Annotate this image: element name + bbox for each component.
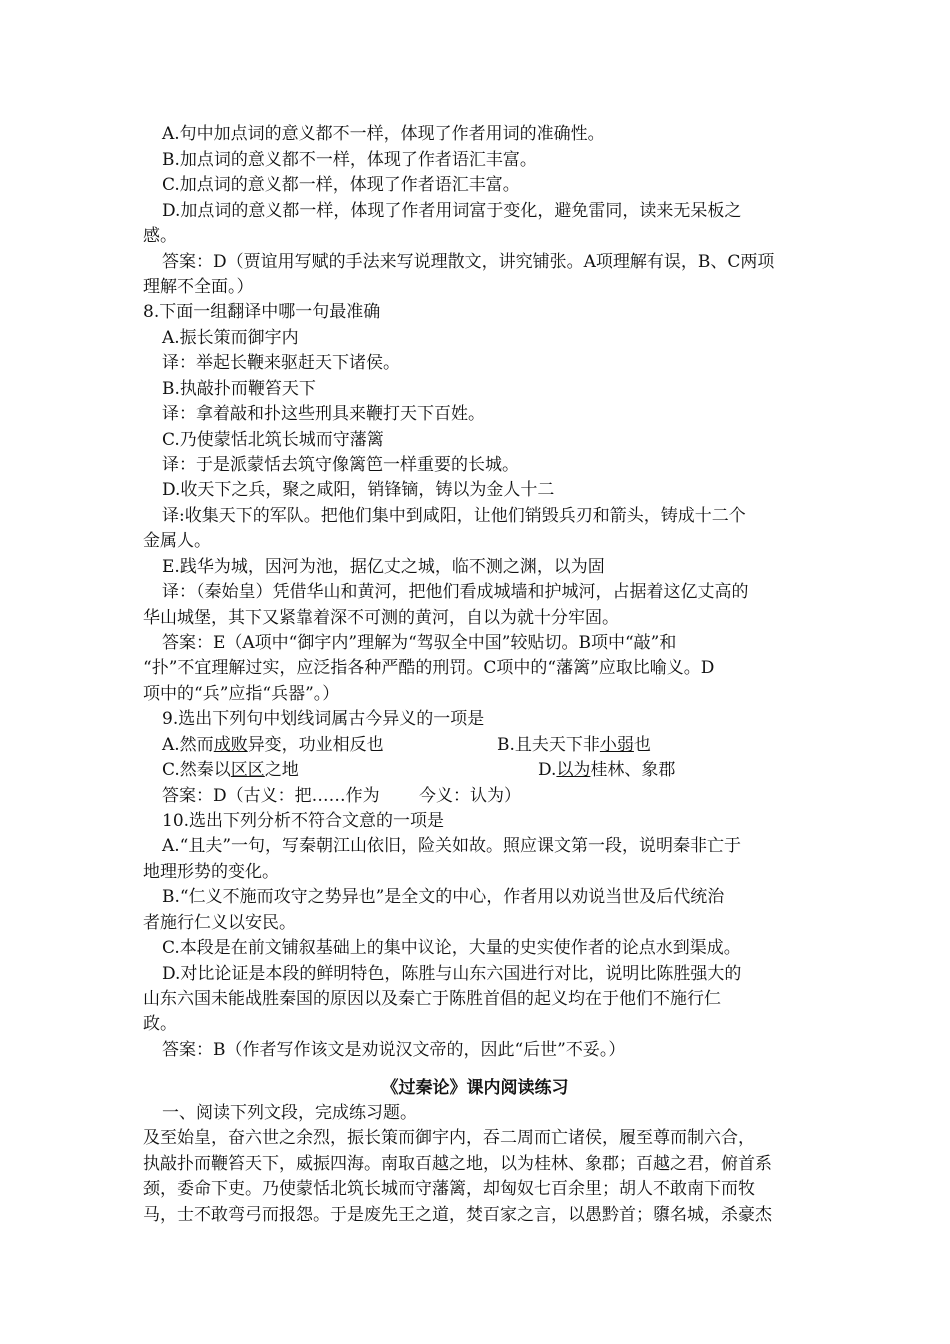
passage-line-3: 颈，委命下吏。乃使蒙恬北筑长城而守藩篱，却匈奴七百余里；胡人不敢南下而牧 [143, 1179, 755, 1199]
q10-option-d: D.对比论证是本段的鲜明特色，陈胜与山东六国进行对比，说明比陈胜强大的 [162, 964, 742, 984]
q7-option-c: C.加点词的意义都一样，体现了作者语汇丰富。 [162, 175, 520, 195]
q8-translation-d: 译:收集天下的军队。把他们集中到咸阳，让他们销毁兵刃和箭头，铸成十二个 [162, 506, 746, 526]
q7-option-d-cont: 感。 [143, 226, 177, 246]
q9-stem: 9.选出下列句中划线词属古今异义的一项是 [162, 709, 485, 729]
part1-heading: 一、阅读下列文段，完成练习题。 [162, 1103, 417, 1123]
q10-option-d-cont-1: 山东六国未能战胜秦国的原因以及秦亡于陈胜首倡的起义均在于他们不施行仁 [143, 989, 721, 1009]
q8-stem: 8.下面一组翻译中哪一句最准确 [143, 302, 381, 322]
underlined-word: 区区 [230, 760, 265, 780]
q8-option-b: B.执敲扑而鞭笞天下 [162, 379, 316, 399]
q7-answer: 答案：D（贾谊用写赋的手法来写说理散文，讲究铺张。A项理解有误，B、C两项 [162, 252, 775, 272]
q10-answer: 答案：B（作者写作该文是劝说汉文帝的，因此“后世”不妥。） [162, 1040, 626, 1060]
q9-answer: 答案：D（古义：把……作为 今义：认为） [162, 786, 522, 806]
underlined-word: 以为 [556, 760, 591, 780]
section-title: 《过秦论》课内阅读练习 [381, 1078, 569, 1098]
q8-option-d: D.收天下之兵，聚之咸阳，销锋镝，铸以为金人十二 [162, 480, 555, 500]
q10-option-a: A.“且夫”一句，写秦朝江山依旧，险关如故。照应课文第一段，说明秦非亡于 [162, 836, 742, 856]
q8-translation-e-cont: 华山城堡，其下又紧靠着深不可测的黄河，自以为就十分牢固。 [143, 608, 619, 628]
passage-line-1: 及至始皇，奋六世之余烈，振长策而御宇内，吞二周而亡诸侯，履至尊而制六合， [143, 1128, 755, 1148]
q8-translation-a: 译：举起长鞭来驱赶天下诸侯。 [162, 353, 400, 373]
q10-option-d-cont-2: 政。 [143, 1014, 177, 1034]
q7-option-d: D.加点词的意义都一样，体现了作者用词富于变化，避免雷同，读来无呆板之 [162, 201, 742, 221]
q10-option-b-cont: 者施行仁义以安民。 [143, 913, 296, 933]
q8-option-c: C.乃使蒙恬北筑长城而守藩篱 [162, 430, 384, 450]
q8-answer: 答案：E（A项中“御宇内”理解为“驾驭全中国”较贴切。B项中“敲”和 [162, 633, 677, 653]
underlined-word: 成败 [213, 735, 248, 755]
underlined-word: 小弱 [599, 735, 634, 755]
q8-answer-cont-2: 项中的“兵”应指“兵器”。） [143, 684, 340, 704]
q7-answer-cont: 理解不全面。） [143, 277, 254, 297]
q9-option-a: A.然而成败异变，功业相反也 [162, 735, 384, 755]
passage-line-4: 马，士不敢弯弓而报怨。于是废先王之道，焚百家之言，以愚黔首；隳名城，杀豪杰 [143, 1205, 772, 1225]
q8-answer-cont-1: “扑”不宜理解过实，应泛指各种严酷的刑罚。C项中的“藩篱”应取比喻义。D [143, 658, 715, 678]
q10-option-a-cont: 地理形势的变化。 [143, 862, 279, 882]
q10-stem: 10.选出下列分析不符合文意的一项是 [162, 811, 445, 831]
q10-option-c: C.本段是在前文铺叙基础上的集中议论，大量的史实使作者的论点水到渠成。 [162, 938, 741, 958]
q9-option-d: D.以为桂林、象郡 [538, 760, 676, 780]
q8-translation-d-cont: 金属人。 [143, 531, 211, 551]
q8-translation-c: 译：于是派蒙恬去筑守像篱笆一样重要的长城。 [162, 455, 519, 475]
q7-option-b: B.加点词的意义都不一样，体现了作者语汇丰富。 [162, 150, 537, 170]
passage-line-2: 执敲扑而鞭笞天下，威振四海。南取百越之地，以为桂林、象郡；百越之君，俯首系 [143, 1154, 772, 1174]
q9-option-b: B.且夫天下非小弱也 [497, 735, 651, 755]
q8-option-a: A.振长策而御宇内 [162, 328, 299, 348]
q8-translation-b: 译：拿着敲和扑这些刑具来鞭打天下百姓。 [162, 404, 485, 424]
q7-option-a: A.句中加点词的意义都不一样，体现了作者用词的准确性。 [162, 124, 605, 144]
q10-option-b: B.“仁义不施而攻守之势异也”是全文的中心，作者用以劝说当世及后代统治 [162, 887, 725, 907]
q9-option-c: C.然秦以区区之地 [162, 760, 299, 780]
q8-option-e: E.践华为城，因河为池，据亿丈之城，临不测之渊，以为固 [162, 557, 605, 577]
q8-translation-e: 译：（秦始皇）凭借华山和黄河，把他们看成城墙和护城河，占据着这亿丈高的 [162, 582, 749, 602]
